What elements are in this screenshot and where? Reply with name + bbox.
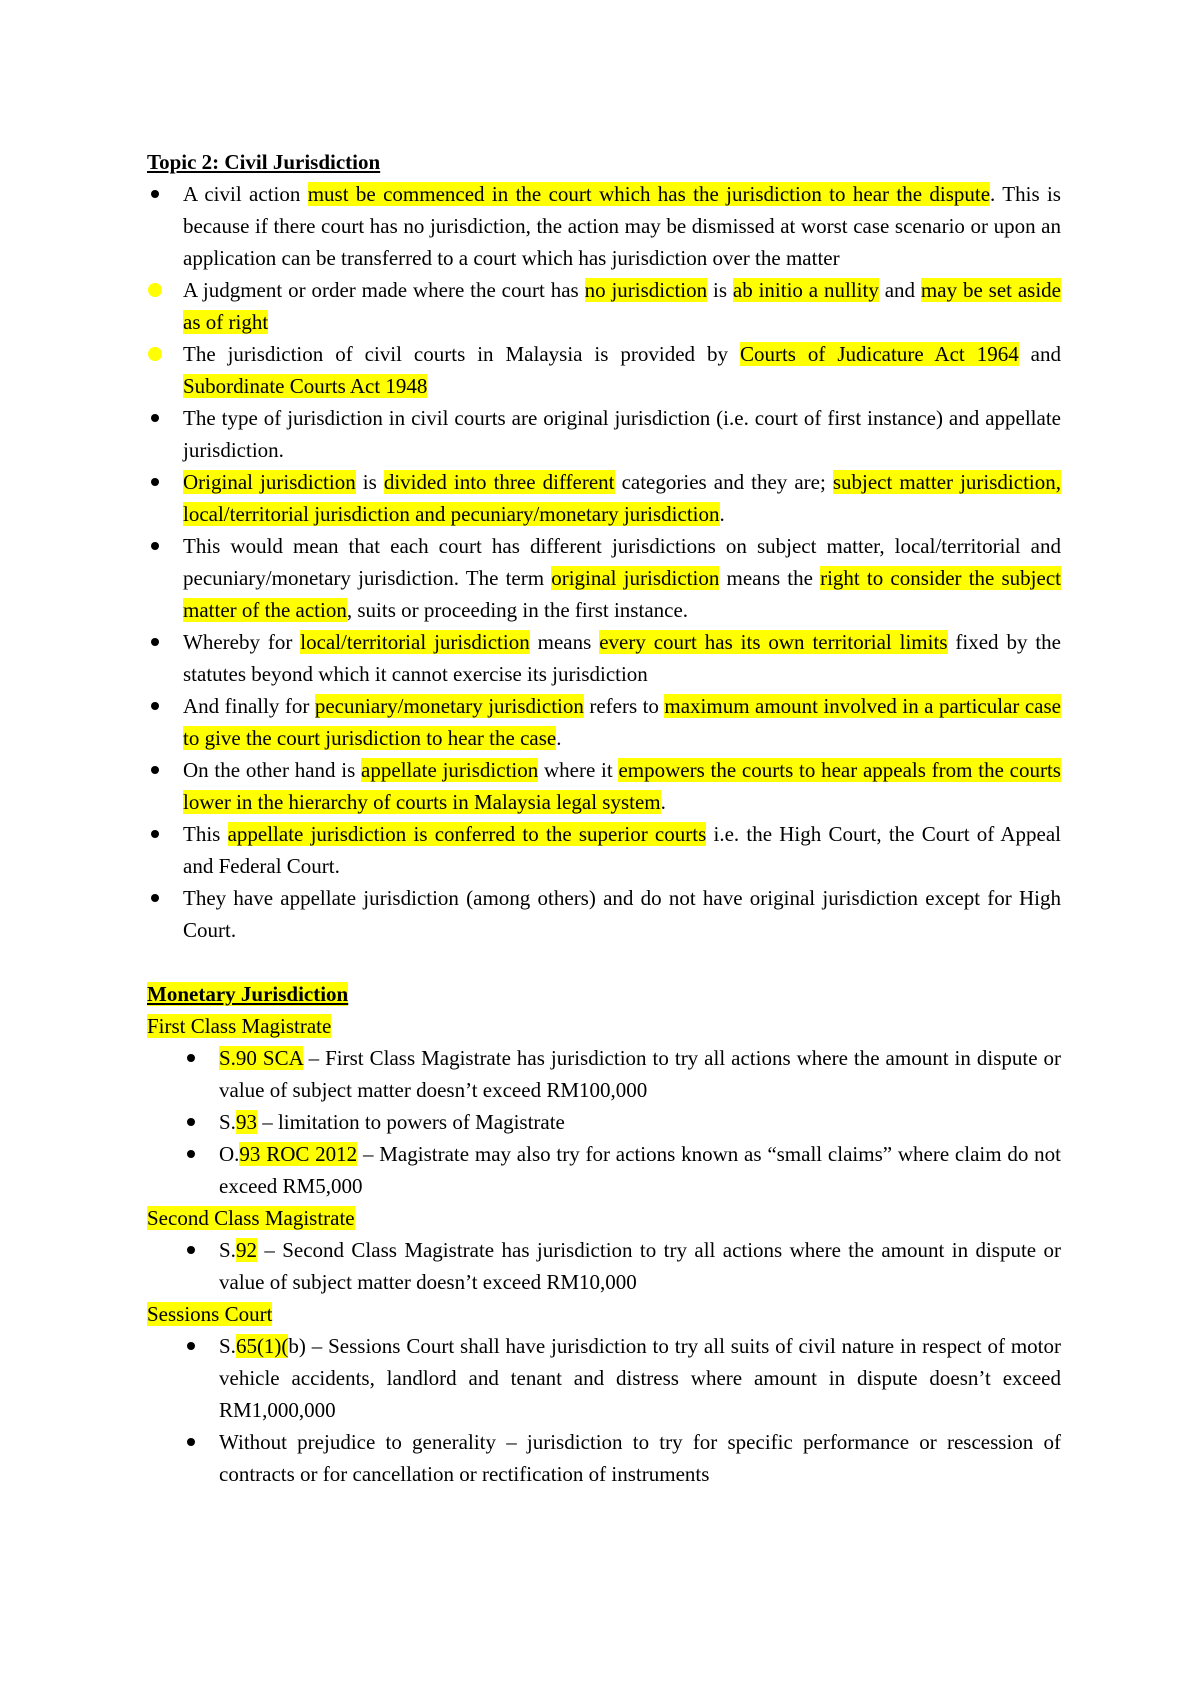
bullet-dot-icon [187, 1150, 195, 1158]
text-run: refers to [583, 694, 665, 718]
text-run: , suits or proceeding in the first instance. [346, 598, 689, 622]
highlighted-text: right to consider the subject matter of the action [183, 566, 1061, 622]
section-subtitle-text: Second Class Magistrate [147, 1206, 355, 1230]
highlighted-text: local/territorial jurisdiction [300, 630, 530, 654]
section-subtitle-text: Sessions Court [147, 1302, 273, 1326]
highlighted-text: may be set aside as of right [183, 278, 1061, 334]
text-run: fixed by the statutes beyond which it cannot exercise its jurisdiction [183, 630, 1061, 686]
section-subtitle-text: First Class Magistrate [147, 1014, 332, 1038]
highlighted-text: appellate jurisdiction [361, 758, 539, 782]
list-item [147, 882, 1061, 946]
text-run: – First Class Magistrate has jurisdiction to try all actions where the amount in dispute or value of subject matter doesn’t exceed RM100,000 [219, 1046, 1062, 1102]
bullet-dot-icon [151, 766, 159, 774]
bullet-dot-icon [151, 638, 159, 646]
text-run: Without prejudice to generality – jurisdiction to try for specific performance or rescession of contracts or for cancellation or rectification of instruments [219, 1430, 1061, 1486]
text-run: b) – Sessions Court shall have jurisdiction to try all suits of civil nature in respect of motor vehicle accidents, landlord and tenant and distress where amount in dispute doesn’t exceed RM1,000,000 [219, 1334, 1061, 1422]
section-bullet-list [147, 1234, 1061, 1298]
highlighted-text: every court has its own territorial limits [599, 630, 948, 654]
highlighted-text: 65(1)( [235, 1334, 289, 1358]
bullet-dot-icon [187, 1054, 195, 1062]
bullet-dot-icon [151, 478, 159, 486]
section-bullet-list [147, 1330, 1061, 1490]
bullet-dot-icon [151, 830, 159, 838]
text-run: This would mean that each court has different jurisdictions on subject matter, local/territorial and pecuniary/monetary jurisdiction. The term [183, 534, 1061, 590]
text-run: S. [219, 1334, 236, 1358]
highlighted-text: subject matter jurisdiction, local/territorial jurisdiction and pecuniary/monetary jurisdiction [183, 470, 1061, 526]
text-run: and [1018, 342, 1061, 366]
text-run: is [707, 278, 733, 302]
text-run: S. [219, 1238, 236, 1262]
bullet-dot-icon [187, 1438, 195, 1446]
text-run: On the other hand is [183, 758, 362, 782]
list-item [147, 178, 1061, 274]
text-run: A civil action [183, 182, 308, 206]
highlighted-text: ab initio a nullity [732, 278, 879, 302]
list-item [147, 690, 1061, 754]
text-run: This [183, 822, 228, 846]
bullet-dot-icon [151, 190, 159, 198]
list-item [147, 1330, 1061, 1426]
highlighted-text: appellate jurisdiction is conferred to the superior courts [227, 822, 707, 846]
bullet-dot-icon [151, 414, 159, 422]
highlighted-text: divided into three different [383, 470, 615, 494]
highlighted-text: S.90 SCA [219, 1046, 303, 1070]
list-item [147, 754, 1061, 818]
text-run: The jurisdiction of civil courts in Malaysia is provided by [183, 342, 740, 366]
list-item [147, 1426, 1061, 1490]
highlighted-text: Courts of Judicature Act 1964 [739, 342, 1019, 366]
section-spacer [147, 946, 1061, 978]
section-subtitle [147, 1202, 1061, 1234]
text-run: . [719, 502, 725, 526]
text-run: S. [219, 1110, 236, 1134]
list-item [147, 338, 1061, 402]
list-item [147, 626, 1061, 690]
list-item [147, 530, 1061, 626]
highlighted-text: 93 ROC 2012 [239, 1142, 358, 1166]
highlighted-text: maximum amount involved in a particular case to give the court jurisdiction to hear the case [183, 694, 1061, 750]
text-run: means the [719, 566, 821, 590]
list-item [147, 1234, 1061, 1298]
bullet-dot-icon [151, 286, 159, 294]
monetary-title [147, 978, 1061, 1010]
section-subtitle [147, 1010, 1061, 1042]
text-run: . [556, 726, 562, 750]
text-run: means [529, 630, 600, 654]
text-run: i.e. the High Court, the Court of Appeal and Federal Court. [183, 822, 1061, 878]
highlighted-text: no jurisdiction [584, 278, 708, 302]
text-run: – Magistrate may also try for actions known as “small claims” where claim do not exceed RM5,000 [219, 1142, 1061, 1198]
highlighted-text: 93 [235, 1110, 257, 1134]
bullet-dot-icon [187, 1342, 195, 1350]
highlighted-text: 92 [235, 1238, 257, 1262]
section-subtitle [147, 1298, 1061, 1330]
section-bullet-list [147, 1042, 1061, 1202]
highlighted-text: empowers the courts to hear appeals from the courts lower in the hierarchy of courts in Malaysia legal system [183, 758, 1061, 814]
text-run: where it [538, 758, 619, 782]
bullet-dot-icon [151, 702, 159, 710]
text-run: They have appellate jurisdiction (among others) and do not have original jurisdiction except for High Court. [183, 886, 1061, 942]
list-item [147, 1042, 1061, 1106]
list-item [147, 466, 1061, 530]
text-run: – Second Class Magistrate has jurisdiction to try all actions where the amount in dispute or value of subject matter doesn’t exceed RM10,000 [219, 1238, 1061, 1294]
text-run: The type of jurisdiction in civil courts are original jurisdiction (i.e. court of first instance) and appellate jurisdiction. [183, 406, 1061, 462]
text-run: And finally for [183, 694, 315, 718]
text-run: . [660, 790, 666, 814]
highlighted-text: Subordinate Courts Act 1948 [183, 374, 428, 398]
highlighted-text: Original jurisdiction [183, 470, 356, 494]
topic-bullet-list [147, 178, 1061, 946]
monetary-sections [147, 1010, 1061, 1490]
topic-title: Topic 2: Civil Jurisdiction [147, 150, 381, 174]
text-run: – limitation to powers of Magistrate [256, 1110, 565, 1134]
list-item [147, 274, 1061, 338]
bullet-dot-icon [151, 894, 159, 902]
text-run: is [355, 470, 384, 494]
bullet-dot-icon [187, 1118, 195, 1126]
list-item [147, 1106, 1061, 1138]
text-run: . This is because if there court has no jurisdiction, the action may be dismissed at worst case scenario or upon an application can be transferred to a court which has jurisdiction over the matter [183, 182, 1061, 270]
highlighted-text: must be commenced in the court which has the jurisdiction to hear the dispute [307, 182, 991, 206]
bullet-dot-icon [151, 542, 159, 550]
text-run: A judgment or order made where the court has [183, 278, 585, 302]
bullet-dot-icon [187, 1246, 195, 1254]
highlighted-text: original jurisdiction [551, 566, 720, 590]
list-item [147, 818, 1061, 882]
monetary-title-text: Monetary Jurisdiction [147, 982, 349, 1006]
list-item [147, 1138, 1061, 1202]
list-item [147, 402, 1061, 466]
text-run: Whereby for [183, 630, 301, 654]
text-run: and [878, 278, 921, 302]
text-run: categories and they are; [614, 470, 833, 494]
document-content [147, 146, 1061, 1490]
bullet-dot-icon [151, 350, 159, 358]
text-run: O. [219, 1142, 240, 1166]
highlighted-text: pecuniary/monetary jurisdiction [314, 694, 584, 718]
